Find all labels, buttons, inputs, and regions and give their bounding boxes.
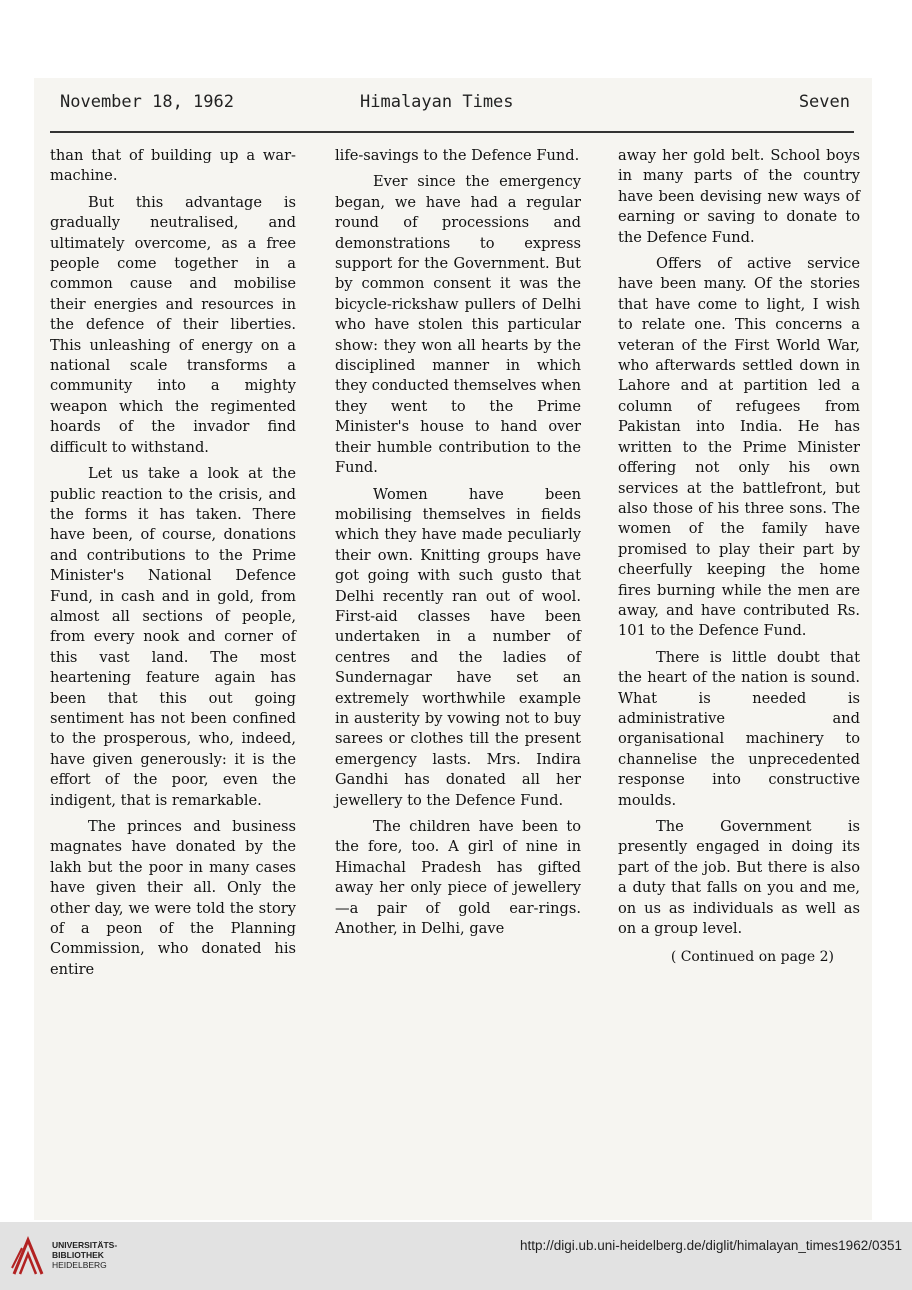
paragraph: than that of building up a war-machine.: [50, 147, 296, 185]
continued-note: ( Continued on page 2): [670, 949, 834, 966]
source-url-link[interactable]: http://digi.ub.uni-heidelberg.de/diglit/himalayan_times1962/0351: [519, 1238, 902, 1253]
footer-bar: [0, 1222, 912, 1290]
paragraph: Offers of active service have been many. Of the stories that have come to light, I wish to relate one. This concerns a veteran of the First World War, who afterwards settled down in Lahore and at partition led a column of refugees from Pakistan into India. He has written to the Prime Minister offering not only his own services at the battlefront, but also those of his three sons. The women of the family have promised to play their part by cheerfully keeping the home fires burning while the men are away, and have contributed Rs. 101 to the Defence Fund.: [618, 255, 860, 640]
header-rule: [50, 131, 854, 133]
column-2: [335, 146, 581, 939]
library-logo-icon: [10, 1234, 46, 1278]
library-name-line: HEIDELBERG: [52, 1260, 107, 1270]
paragraph: But this advantage is gradually neutralised, and ultimately overcome, as a free people come together in a common cause and mobilise their energies and resources in the defence of their liberties. This unleashing of energy on a national scale transforms a community into a mighty weapon which the regimented hoards of the invador find difficult to withstand.: [50, 193, 296, 456]
paragraph: Women have been mobilising themselves in fields which they have made peculiarly their own. Knitting groups have got going with such gusto that Delhi recently ran out of wool. First-aid classes have been undertaken in a number of centres and the ladies of Sundernagar have set an extremely worthwhile example in austerity by vowing not to buy sarees or clothes till the present emergency lasts. Mrs. Indira Gandhi has donated all her jewellery to the Defence Fund.: [335, 485, 581, 809]
column-1: [50, 146, 296, 980]
paragraph: Ever since the emergency began, we have had a regular round of processions and demonstrations to express support for the Government. But by common consent it was the bicycle-rickshaw pullers of Delhi who have stolen this particular show: they won all hearts by the disciplined manner in which they conducted themselves when they went to the Prime Minister's house to hand over their humble contribution to the Fund.: [335, 173, 582, 477]
paragraph: away her gold belt. School boys in many parts of the country have been devising new ways of earning or saving to donate to the Defence Fund.: [618, 147, 860, 246]
paragraph: The children have been to the fore, too. A girl of nine in Himachal Pradesh has gifted away her only piece of jewellery —a pair of gold ear-rings. Another, in Delhi, gave: [335, 818, 581, 938]
library-name: [52, 1240, 117, 1270]
column-3: [618, 146, 860, 968]
library-name-line: BIBLIOTHEK: [52, 1250, 104, 1260]
paragraph: The Government is presently engaged in doing its part of the job. But there is also a duty that falls on you and me, on us as individuals as well as on a group level.: [618, 818, 860, 938]
paragraph: The princes and business magnates have donated by the lakh but the poor in many cases have given their all. Only the other day, we were told the story of a peon of the Planning Commission, who donated his entire: [50, 818, 296, 978]
header-page-number: Seven: [798, 92, 850, 112]
paragraph: There is little doubt that the heart of the nation is sound. What is needed is administrative and organisational machinery to channelise the unprecedented response into constructive moulds.: [618, 648, 860, 809]
paragraph: Let us take a look at the public reaction to the crisis, and the forms it has taken. There have been, of course, donations and contributions to the Prime Minister's National Defence Fund, in cash and in gold, from almost all sections of people, from every nook and corner of this vast land. The most heartening feature again has been that this out going sentiment has not been confined to the prosperous, who, indeed, have given generously: it is the effort of the poor, even the indigent, that is remarkable.: [50, 465, 296, 809]
header-date: November 18, 1962: [60, 92, 234, 112]
library-name-line: UNIVERSITÄTS-: [52, 1240, 118, 1250]
header-title: Himalayan Times: [360, 92, 514, 112]
page-header: [60, 92, 850, 116]
paragraph: life-savings to the Defence Fund.: [335, 147, 580, 164]
